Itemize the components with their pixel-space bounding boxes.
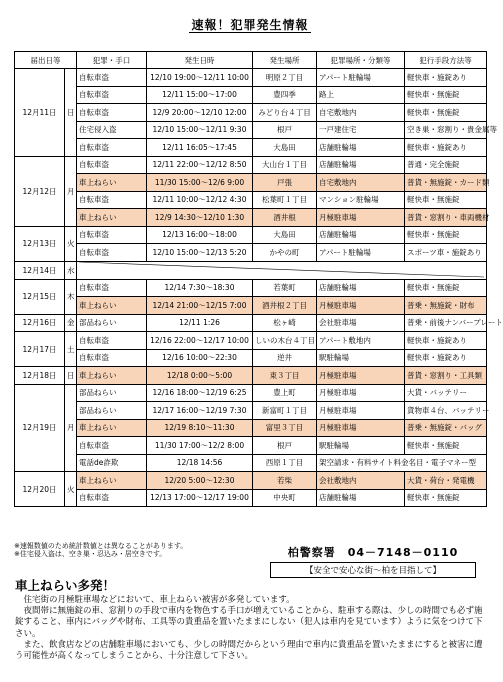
body-paragraph: 夜間帯に無施錠の車、窓割りの手段で車内を物色する手口が増えていることから、駐車する際は、少しの時間でも必ず施錠すること、車内にバッグや財布、工具等の貴重品を置いたままにしない（犯人は車内を見ています）ように気をつけて下さい。 <box>15 606 483 639</box>
report-weekday: 木 <box>65 279 77 314</box>
crime-method: 空き巣・窓割り・貴金属等 <box>405 121 487 139</box>
report-date: 12月19日 <box>15 384 65 472</box>
body-paragraph: また、飲食店などの店舗駐車場においても、少しの時間だからという理由で車内に貴重品を置いたままにすると被害に遭う可能性が高くなってしまうことから、十分注意して下さい。 <box>15 639 483 662</box>
crime-method: スポーツ車・施錠あり <box>405 244 487 262</box>
occurred-place: 大山台１丁目 <box>253 156 317 174</box>
occurred-time: 12/11 1:26 <box>147 314 253 332</box>
table-row <box>15 121 487 139</box>
crime-method: 普貨・窓割り・車両機材 <box>405 209 487 227</box>
crime-method: 普乗・無施錠・財布 <box>405 297 487 315</box>
occurred-time: 12/13 17:00～12/17 19:00 <box>147 489 253 507</box>
crime-table <box>14 51 503 507</box>
crime-site: 月極駐車場 <box>317 402 405 420</box>
crime-method: 普貨・窓割り・工具類 <box>405 367 487 385</box>
occurred-time: 12/19 8:10～11:30 <box>147 419 253 437</box>
occurred-place: 酒井根 <box>253 209 317 227</box>
report-weekday: 水 <box>65 261 77 279</box>
crime-type: 車上ねらい <box>77 209 147 227</box>
occurred-place: しいの木台４丁目 <box>253 332 317 350</box>
occurred-time: 11/30 17:00～12/2 8:00 <box>147 437 253 455</box>
table-row <box>15 489 487 507</box>
occurred-place: 根戸 <box>253 437 317 455</box>
report-weekday: 月 <box>65 156 77 226</box>
crime-type: 電話de詐欺 <box>77 454 147 472</box>
table-row <box>15 86 487 104</box>
table-row <box>15 472 487 490</box>
occurred-time: 12/16 22:00～12/17 10:00 <box>147 332 253 350</box>
header-method: 犯行手段方法等 <box>405 52 487 69</box>
crime-type: 自転車盗 <box>77 279 147 297</box>
header-site: 犯罪場所・分類等 <box>317 52 405 69</box>
crime-method: 貨物車４台、バッテリー <box>405 402 487 420</box>
crime-type: 自転車盗 <box>77 332 147 350</box>
crime-type: 車上ねらい <box>77 472 147 490</box>
occurred-time: 11/30 15:00～12/6 9:00 <box>147 174 253 192</box>
footnote: ※速報数値のため統計数値とは異なることがあります。 <box>14 542 188 550</box>
header-place: 発生場所 <box>253 52 317 69</box>
crime-site: 路上 <box>317 86 405 104</box>
table-row <box>15 454 487 472</box>
occurred-place: 新富町１丁目 <box>253 402 317 420</box>
occurred-place: 中央町 <box>253 489 317 507</box>
occurred-place: 戸張 <box>253 174 317 192</box>
crime-site: 自宅敷地内 <box>317 104 405 122</box>
table-row <box>15 384 487 402</box>
occurred-time: 12/13 16:00～18:00 <box>147 226 253 244</box>
crime-method: 軽快車・施錠あり <box>405 69 487 87</box>
crime-site: 店舗駐輪場 <box>317 139 405 157</box>
report-date: 12月17日 <box>15 332 65 367</box>
crime-site: 店舗駐輪場 <box>317 279 405 297</box>
occurred-time: 12/10 15:00～12/13 5:20 <box>147 244 253 262</box>
occurred-place: 若葉町 <box>253 279 317 297</box>
table-row <box>15 104 487 122</box>
crime-method: 軽快車・無施錠 <box>405 279 487 297</box>
no-incident-cell <box>77 261 487 279</box>
crime-site: 駅駐輪場 <box>317 437 405 455</box>
occurred-time: 12/10 19:00～12/11 10:00 <box>147 69 253 87</box>
report-date: 12月13日 <box>15 226 65 261</box>
occurred-place: 明原２丁目 <box>253 69 317 87</box>
crime-type: 自転車盗 <box>77 139 147 157</box>
crime-type: 車上ねらい <box>77 419 147 437</box>
occurred-place: 根戸 <box>253 121 317 139</box>
occurred-place: 大島田 <box>253 139 317 157</box>
crime-site: アパート駐輪場 <box>317 69 405 87</box>
table-row <box>15 191 487 209</box>
occurred-time: 12/20 5:00～12:30 <box>147 472 253 490</box>
table-row <box>15 367 487 385</box>
crime-method: 軽快車・無施錠 <box>405 226 487 244</box>
crime-type: 自転車盗 <box>77 226 147 244</box>
occurred-time: 12/16 18:00～12/19 6:25 <box>147 384 253 402</box>
occurred-time: 12/11 16:05～17:45 <box>147 139 253 157</box>
table-row <box>15 279 487 297</box>
body-paragraph: 住宅街の月極駐車場などにおいて、車上ねらい被害が多発しています。 <box>23 595 295 605</box>
table-row <box>15 419 487 437</box>
table-row <box>15 332 487 350</box>
occurred-place: 松葉町１丁目 <box>253 191 317 209</box>
crime-site: 店舗駐輪場 <box>317 156 405 174</box>
table-row <box>15 261 487 279</box>
crime-type: 自転車盗 <box>77 156 147 174</box>
crime-type: 自転車盗 <box>77 191 147 209</box>
report-weekday: 金 <box>65 314 77 332</box>
table-row <box>15 297 487 315</box>
occurred-time: 12/11 10:00～12/12 4:30 <box>147 191 253 209</box>
table-row <box>15 226 487 244</box>
crime-type: 自転車盗 <box>77 244 147 262</box>
crime-type: 車上ねらい <box>77 174 147 192</box>
crime-method: 軽快車・施錠あり <box>405 332 487 350</box>
crime-type: 自転車盗 <box>77 349 147 367</box>
report-weekday: 火 <box>65 472 77 507</box>
crime-site: 会社敷地内 <box>317 472 405 490</box>
occurred-time: 12/14 7:30～18:30 <box>147 279 253 297</box>
crime-site: マンション駐輪場 <box>317 191 405 209</box>
table-row <box>15 437 487 455</box>
table-row <box>15 69 487 87</box>
strike-line-icon <box>79 262 484 277</box>
report-date: 12月18日 <box>15 367 65 385</box>
report-weekday: 土 <box>65 332 77 367</box>
body-text <box>15 595 489 662</box>
crime-site: 月極駐車場 <box>317 419 405 437</box>
crime-type: 自転車盗 <box>77 489 147 507</box>
crime-method: 軽快車・無施錠 <box>405 104 487 122</box>
table-row <box>15 156 487 174</box>
police-name-phone: 柏警察署 04－7148－0110 <box>287 546 459 559</box>
crime-method: 軽快車・施錠あり <box>405 349 487 367</box>
crime-type: 車上ねらい <box>77 297 147 315</box>
occurred-place: 若柴 <box>253 472 317 490</box>
header-type: 犯罪・手口 <box>77 52 147 69</box>
crime-type: 自転車盗 <box>77 437 147 455</box>
report-date: 12月20日 <box>15 472 65 507</box>
table-row <box>15 402 487 420</box>
occurred-time: 12/10 15:00～12/11 9:30 <box>147 121 253 139</box>
occurred-place: 酒井根２丁目 <box>253 297 317 315</box>
crime-type: 車上ねらい <box>77 367 147 385</box>
occurred-time: 12/9 14:30～12/10 1:30 <box>147 209 253 227</box>
crime-site: 月極駐車場 <box>317 384 405 402</box>
footnote: ※住宅侵入盗は、空き巣・忍込み・居空きです。 <box>14 550 167 558</box>
occurred-place: 逆井 <box>253 349 317 367</box>
crime-type: 住宅侵入盗 <box>77 121 147 139</box>
table-row <box>15 244 487 262</box>
crime-method: 軽快車・無施錠 <box>405 86 487 104</box>
crime-site: 月極駐車場 <box>317 297 405 315</box>
crime-type: 自転車盗 <box>77 104 147 122</box>
report-date: 12月16日 <box>15 314 65 332</box>
report-weekday: 火 <box>65 226 77 261</box>
occurred-place: みどり台４丁目 <box>253 104 317 122</box>
header-date: 届出日等 <box>15 52 77 69</box>
crime-method: 普乗・無施錠・バッグ <box>405 419 487 437</box>
occurred-time: 12/18 0:00～5:00 <box>147 367 253 385</box>
occurred-time: 12/9 20:00～12/10 12:00 <box>147 104 253 122</box>
crime-site: 会社駐車場 <box>317 314 405 332</box>
crime-site: アパート敷地内 <box>317 332 405 350</box>
crime-site: 駅駐輪場 <box>317 349 405 367</box>
occurred-place: 豊四季 <box>253 86 317 104</box>
crime-site: 一戸建住宅 <box>317 121 405 139</box>
report-date: 12月11日 <box>15 69 65 157</box>
crime-site: 月極駐車場 <box>317 367 405 385</box>
occurred-place: 富里３丁目 <box>253 419 317 437</box>
occurred-place: かやの町 <box>253 244 317 262</box>
crime-site: 月極駐車場 <box>317 209 405 227</box>
crime-method: 軽快車・無施錠 <box>405 191 487 209</box>
report-date: 12月14日 <box>15 261 65 279</box>
crime-type: 自転車盗 <box>77 69 147 87</box>
crime-method: 普乗・前後ナンバープレート <box>405 314 487 332</box>
crime-type: 部品ねらい <box>77 384 147 402</box>
headline: 車上ねらい多発！ <box>15 578 116 593</box>
crime-site: 店舗駐輪場 <box>317 489 405 507</box>
report-date: 12月12日 <box>15 156 65 226</box>
occurred-place: 東３丁目 <box>253 367 317 385</box>
report-weekday: 日 <box>65 367 77 385</box>
crime-site: 自宅敷地内 <box>317 174 405 192</box>
occurred-time: 12/11 22:00～12/12 8:50 <box>147 156 253 174</box>
crime-method: 普通・完全施錠 <box>405 156 487 174</box>
crime-method: 軽快車・無施錠 <box>405 437 487 455</box>
occurred-time: 12/16 10:00～22:30 <box>147 349 253 367</box>
crime-method: 大貨・荷台・発電機 <box>405 472 487 490</box>
table-row <box>15 139 487 157</box>
table-row <box>15 174 487 192</box>
occurred-time: 12/11 15:00～17:00 <box>147 86 253 104</box>
occurred-place: 西原１丁目 <box>253 454 317 472</box>
police-contact <box>270 544 476 578</box>
header-time: 発生日時 <box>147 52 253 69</box>
report-weekday: 月 <box>65 384 77 472</box>
table-row <box>15 209 487 227</box>
occurred-time: 12/14 21:00～12/15 7:00 <box>147 297 253 315</box>
table-row <box>15 314 487 332</box>
crime-type: 部品ねらい <box>77 314 147 332</box>
occurred-time: 12/17 16:00～12/19 7:30 <box>147 402 253 420</box>
occurred-place: 豊上町 <box>253 384 317 402</box>
crime-site: 架空請求・有料サイト料金名目・電子マネー型 <box>317 454 487 472</box>
crime-method: 軽快車・施錠あり <box>405 139 487 157</box>
crime-method: 軽快車・無施錠 <box>405 489 487 507</box>
report-weekday: 日 <box>65 69 77 157</box>
crime-method: 大貨・バッテリー <box>405 384 487 402</box>
crime-method: 普貨・無施錠・カード類 <box>405 174 487 192</box>
report-date: 12月15日 <box>15 279 65 314</box>
crime-site: 店舗駐輪場 <box>317 226 405 244</box>
crime-type: 自転車盗 <box>77 86 147 104</box>
occurred-place: 大島田 <box>253 226 317 244</box>
occurred-time: 12/18 14:56 <box>147 454 253 472</box>
crime-type: 部品ねらい <box>77 402 147 420</box>
occurred-place: 松ヶ崎 <box>253 314 317 332</box>
page-title: 速報！犯罪発生情報 <box>191 18 309 32</box>
table-row <box>15 349 487 367</box>
table-header-row <box>15 52 487 69</box>
footnotes <box>14 542 187 558</box>
crime-site: アパート駐輪場 <box>317 244 405 262</box>
police-slogan: 【安全で安心な街～柏を目指して】 <box>270 562 476 578</box>
